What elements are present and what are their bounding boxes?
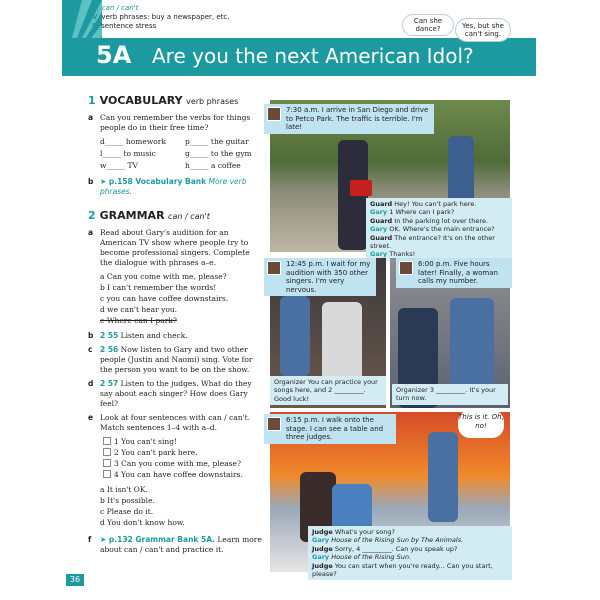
verb-list: d_____ homework p_____ the guitar l_____ to music g_____ to the gym w_____ TV h_____ a coffee — [100, 137, 252, 170]
answer-box[interactable] — [103, 437, 111, 445]
thought-bubble: This is it. Oh, no! — [458, 410, 504, 438]
grammar-heading: 2 GRAMMAR can / can't — [88, 209, 210, 222]
vocabulary-bank-link[interactable]: ➤ p.158 Vocabulary Bank More verb phrases. — [100, 177, 247, 196]
gary-avatar — [267, 417, 281, 431]
answer-box[interactable] — [103, 470, 111, 478]
dialogue-4: Judge What's your song? Gary House of the Rising Sun by The Animals. Judge Sorry, 4 _________. Can you speak up? Gary House of the Rising Sun. Judge You can start when you're ready... Can you start, please? — [308, 526, 512, 580]
caption-3: 6:00 p.m. Five hours later! Finally, a woman calls my number. — [396, 258, 512, 288]
dialogue-2: Organizer You can practice your songs here, and 2 _________. Good luck! — [270, 376, 386, 405]
caption-1: 7:30 a.m. I arrive in San Diego and drive to Petco Park. The traffic is terrible. I'm late! — [264, 104, 434, 134]
lesson-tags: G can / can't V verb phrases: buy a newspaper, etc. P sentence stress — [92, 4, 230, 30]
audio-icon[interactable]: 2 57 — [100, 379, 119, 388]
dialogue-3: Organizer 3 _________. It's your turn now. — [392, 384, 508, 405]
page-title: Are you the next American Idol? — [152, 44, 474, 68]
answer-box[interactable] — [103, 459, 111, 467]
exercise-column: 1 VOCABULARY verb phrases a Can you remember the verbs for things people do in their free time? d_____ homework p_____ the guitar l_____ to music g_____ to the gym w_____ TV h_____ a coffee b ➤ p.158 Vocabulary Bank More verb phrases. 2 GRAMMAR can / can't a Read about Gary's audition for an American TV show where people try to become professional singers. Complete the dialogue with phrases a–e. a Can you come with me, please? b I can't remember the words! c you can have coffee downstairs. d we can't hear you. e Where can I park? b 2 55 Listen and check. c 2 56 Now listen to Gary and two other people (Justin and Naomi) sing. Vote for the person you want to be on the show. d 2 57 Listen to the judges. What do they say about each singer? How does Gary feel? e Look at four sentences with can / can't. Match sentences 1–4 with a–d. 1 You can't sing! 2 You can't park here. 3 Can you come with me, please? 4 You can have coffee downstairs. a It isn't OK. b It's possible. c Please do it. d You don't know how. f ➤ p.132 Grammar Bank 5A. Learn more about can / can't and practice it. — [88, 96, 264, 559]
gary-avatar — [267, 107, 281, 121]
speech-bubble-question: Can she dance? — [402, 14, 454, 36]
audio-icon[interactable]: 2 56 — [100, 345, 119, 354]
lesson-code: 5A — [96, 41, 132, 69]
speech-bubble-answer: Yes, but she can't sing. — [455, 18, 511, 42]
meaning-list: a It isn't OK. b It's possible. c Please do it. d You don't know how. — [100, 485, 185, 527]
audio-icon[interactable]: 2 55 — [100, 331, 119, 340]
gary-avatar — [399, 261, 413, 275]
gary-avatar — [267, 261, 281, 275]
page-number: 36 — [66, 574, 84, 586]
caption-2: 12:45 p.m. I wait for my audition with 350 other singers. I'm very nervous. — [264, 258, 376, 296]
vocabulary-heading: 1 VOCABULARY verb phrases — [88, 94, 239, 107]
phrase-list: a Can you come with me, please? b I can't remember the words! c you can have coffee downstairs. d we can't hear you. e Where can I park? — [100, 272, 229, 325]
dialogue-1: Guard Hey! You can't park here. Gary 1 Where can I park? Guard In the parking lot over there. Gary OK. Where's the main entrance? Guard The entrance? It's on the other street. Gary Thanks! — [366, 198, 512, 261]
answer-box[interactable] — [103, 448, 111, 456]
caption-4: 6:15 p.m. I walk onto the stage. I can see a table and three judges. — [264, 414, 396, 444]
grammar-bank-link[interactable]: ➤ p.132 Grammar Bank 5A. — [100, 535, 216, 544]
match-list: 1 You can't sing! 2 You can't park here. 3 Can you come with me, please? 4 You can have coffee downstairs. — [88, 437, 264, 481]
